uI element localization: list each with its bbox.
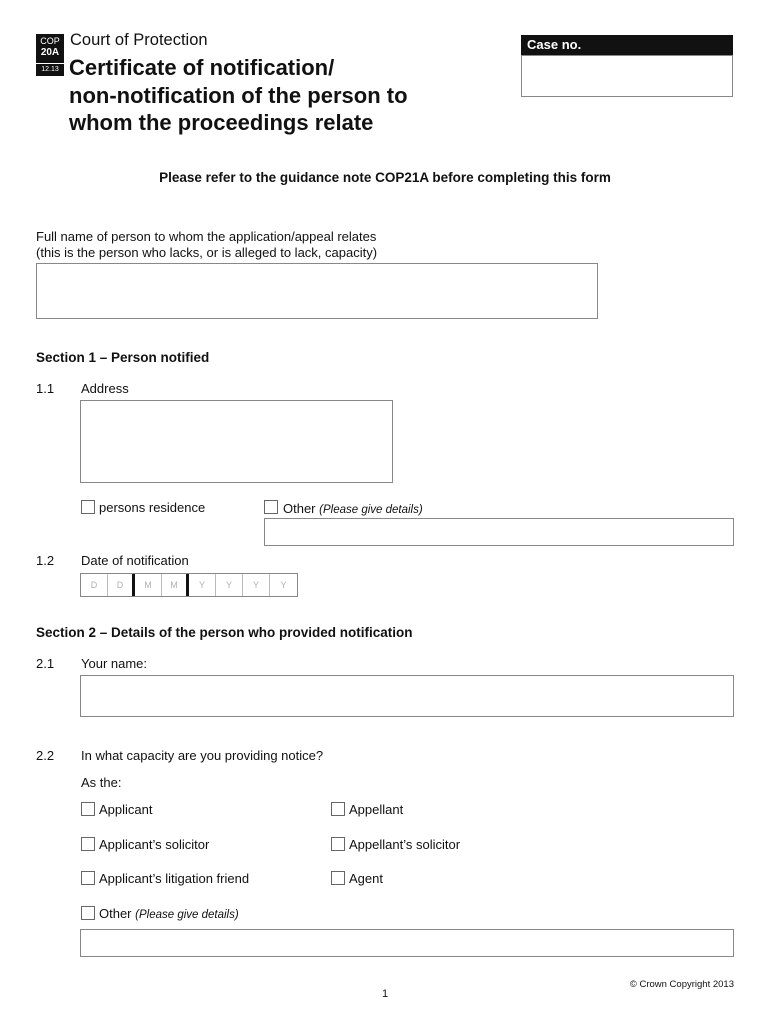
as-the-label: As the: [81,775,122,790]
appellant-label: Appellant [349,802,404,817]
persons-residence-checkbox[interactable] [81,500,95,514]
your-name-field[interactable] [80,675,734,717]
question-number-2-2: 2.2 [36,748,55,763]
title-line-3: whom the proceedings relate [69,110,374,135]
badge-cop: COP [40,36,60,46]
question-number-1-2: 1.2 [36,553,55,568]
applicant-litigation-friend-checkbox[interactable] [81,871,95,885]
question-number-1-1: 1.1 [36,381,55,396]
applicant-label: Applicant [99,802,153,817]
other-address-label [283,501,423,516]
full-name-label [36,229,377,261]
title-line-1: Certificate of notification/ [69,55,335,80]
other-address-option: Other [283,501,316,516]
other-capacity-details-field[interactable] [80,929,734,957]
full-name-label-line-2: (this is the person who lacks, or is alleged to lack, capacity) [36,245,378,260]
page-number: 1 [381,988,389,1000]
capacity-question: In what capacity are you providing notice? [81,748,324,763]
applicant-solicitor-checkbox[interactable] [81,837,95,851]
other-address-hint: (Please give details) [319,504,423,516]
date-year-4[interactable]: Y [280,580,287,590]
appellant-solicitor-checkbox[interactable] [331,837,345,851]
other-capacity-hint: (Please give details) [135,909,239,921]
appellant-solicitor-label: Appellant’s solicitor [349,837,461,852]
agent-label: Agent [349,871,383,886]
date-month-1[interactable]: M [135,574,162,596]
case-no-field[interactable] [521,55,733,97]
case-no-label: Case no. [521,35,733,55]
section-1-heading: Section 1 – Person notified [36,350,210,365]
full-name-label-line-1: Full name of person to whom the application/appeal relates [36,229,377,244]
other-address-details-field[interactable] [264,518,734,546]
title-line-2: non-notification of the person to [69,82,408,108]
date-month-2[interactable]: M [162,574,189,596]
date-day-2[interactable]: D [108,574,135,596]
date-of-notification-label: Date of notification [81,553,189,568]
badge-form-number: 20A [40,47,60,58]
applicant-solicitor-label: Applicant’s solicitor [99,837,210,852]
other-capacity-label [99,906,239,921]
other-address-checkbox[interactable] [264,500,278,514]
guidance-note: Please refer to the guidance note COP21A before completing this form [159,170,611,185]
date-year-3[interactable]: Y [243,574,270,596]
court-name: Court of Protection [70,31,208,49]
section-2-heading: Section 2 – Details of the person who provided notification [36,625,413,640]
persons-residence-label: persons residence [99,500,206,515]
address-field[interactable] [80,400,393,483]
date-year-2[interactable]: Y [216,574,243,596]
address-label: Address [81,381,129,396]
form-title [69,54,408,137]
full-name-field[interactable] [36,263,598,319]
date-day-1[interactable]: D [81,574,108,596]
other-capacity-option: Other [99,906,132,921]
date-year-1[interactable]: Y [189,574,216,596]
applicant-litigation-friend-label: Applicant’s litigation friend [99,871,250,886]
date-of-notification-field[interactable] [80,573,298,597]
other-capacity-checkbox[interactable] [81,906,95,920]
copyright-notice: © Crown Copyright 2013 [629,979,734,990]
form-code-badge [36,34,64,76]
applicant-checkbox[interactable] [81,802,95,816]
appellant-checkbox[interactable] [331,802,345,816]
badge-version: 12.13 [36,63,64,76]
agent-checkbox[interactable] [331,871,345,885]
question-number-2-1: 2.1 [36,656,55,671]
your-name-label: Your name: [81,656,148,671]
